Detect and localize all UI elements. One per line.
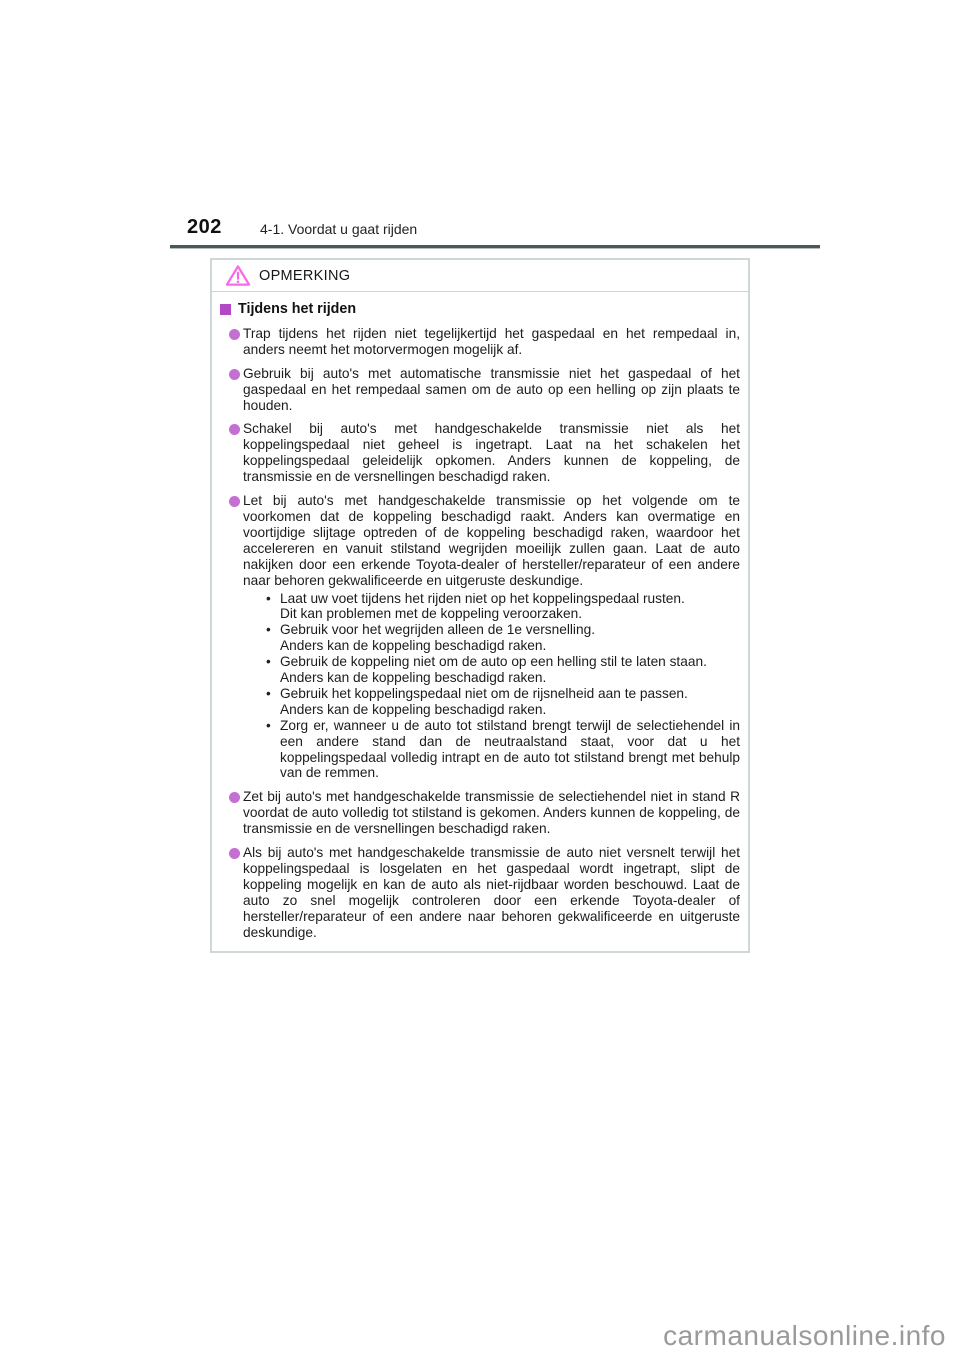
page-number: 202 <box>187 216 222 238</box>
dot-bullet-icon: • <box>266 685 271 701</box>
sub-bullet-line: Dit kan problemen met de koppeling veroorzaken. <box>280 606 583 622</box>
dot-bullet-icon: • <box>266 654 271 670</box>
sub-bullet-line: Gebruik de koppeling niet om de auto op een helling stil te laten staan. <box>280 654 707 670</box>
notice-bullet <box>220 366 740 414</box>
dot-bullet-icon: • <box>266 717 271 733</box>
sub-bullet <box>243 686 740 718</box>
bullet-text: Let bij auto's met handgeschakelde transmissie op het volgende om te voorkomen dat de koppeling beschadigd raakt. Anders kan overmatige en voortijdige slijtage optreden of de koppeling beschadigd raken, waardoor het accelereren en vanuit stilstand wegrijden moeilijk zullen gaan. Laat de auto nakijken door een erkende Toyota-dealer of hersteller/reparateur of een andere naar behoren gekwalificeerde en uitgeruste deskundige. <box>243 493 740 588</box>
sub-bullet-line: Anders kan de koppeling beschadigd raken. <box>280 670 547 686</box>
notice-bullet-list <box>220 326 740 941</box>
round-bullet-icon <box>229 369 240 380</box>
sub-bullet-line: Laat uw voet tijdens het rijden niet op het koppelingspedaal rusten. <box>280 590 685 606</box>
bullet-text: Zet bij auto's met handgeschakelde transmissie de selectiehendel niet in stand R voordat de auto volledig tot stilstand is gekomen. Anders kunnen de koppeling, de transmissie en de versnellingen beschadigd raken. <box>243 789 740 837</box>
sub-bullet-line: Anders kan de koppeling beschadigd raken. <box>280 701 547 717</box>
sub-bullet-list <box>243 591 740 782</box>
round-bullet-icon <box>229 424 240 435</box>
round-bullet-icon <box>229 496 240 507</box>
subsection-title <box>220 302 740 318</box>
sub-bullet <box>243 622 740 654</box>
notice-bullet <box>220 421 740 485</box>
bullet-text: Gebruik bij auto's met automatische transmissie niet het gaspedaal of het gaspedaal en het rempedaal samen om de auto op een helling op zijn plaats te houden. <box>243 365 740 413</box>
bullet-text: Trap tijdens het rijden niet tegelijkertijd het gaspedaal en het rempedaal in, anders neemt het motorvermogen mogelijk af. <box>243 325 740 357</box>
warning-triangle-icon <box>225 264 251 287</box>
round-bullet-icon <box>229 329 240 340</box>
bullet-text: Schakel bij auto's met handgeschakelde transmissie niet als het koppelingspedaal niet geheel is ingetrapt. Laat na het schakelen het koppelingspedaal geleidelijk opkomen. Anders kunnen de koppeling, de transmissie en de versnellingen beschadigd raken. <box>243 421 740 485</box>
header-rule-light <box>170 248 820 249</box>
notice-bullet <box>220 789 740 837</box>
dot-bullet-icon: • <box>266 590 271 606</box>
notice-bullet <box>220 845 740 940</box>
sub-bullet-line: Gebruik het koppelingspedaal niet om de rijsnelheid aan te passen. <box>280 685 688 701</box>
sub-bullet <box>243 718 740 782</box>
subsection-title-label: Tijdens het rijden <box>238 301 357 317</box>
round-bullet-icon <box>229 848 240 859</box>
notice-title: OPMERKING <box>259 267 351 284</box>
notice-box <box>210 258 750 953</box>
notice-bullet <box>220 493 740 781</box>
notice-header <box>212 260 748 292</box>
square-bullet-icon <box>220 304 231 315</box>
sub-bullet-line: Zorg er, wanneer u de auto tot stilstand brengt terwijl de selectiehendel in een andere stand dan de neutraalstand staat, voor dat u het koppelingspedaal volledig intrapt en de auto tot stilstand brengt met behulp van de remmen. <box>280 717 740 781</box>
notice-bullet <box>220 326 740 358</box>
round-bullet-icon <box>229 792 240 803</box>
dot-bullet-icon: • <box>266 622 271 638</box>
section-header: 4-1. Voordat u gaat rijden <box>260 221 418 237</box>
sub-bullet <box>243 591 740 623</box>
sub-bullet-line: Gebruik voor het wegrijden alleen de 1e versnelling. <box>280 622 595 638</box>
watermark-text: carmanualsonline.info <box>663 1320 946 1351</box>
notice-body <box>212 292 748 951</box>
sub-bullet <box>243 654 740 686</box>
header-rule <box>170 245 820 249</box>
bullet-text: Als bij auto's met handgeschakelde transmissie de auto niet versnelt terwijl het koppelingspedaal is losgelaten en het gaspedaal wordt ingetrapt, slipt de koppeling mogelijk en kan de auto als niet-rijdbaar worden beschouwd. Laat de auto zo snel mogelijk controleren door een erkende Toyota-dealer of hersteller/reparateur of een andere naar behoren gekwalificeerde en uitgeruste deskundige. <box>243 845 740 940</box>
sub-bullet-line: Anders kan de koppeling beschadigd raken. <box>280 638 547 654</box>
